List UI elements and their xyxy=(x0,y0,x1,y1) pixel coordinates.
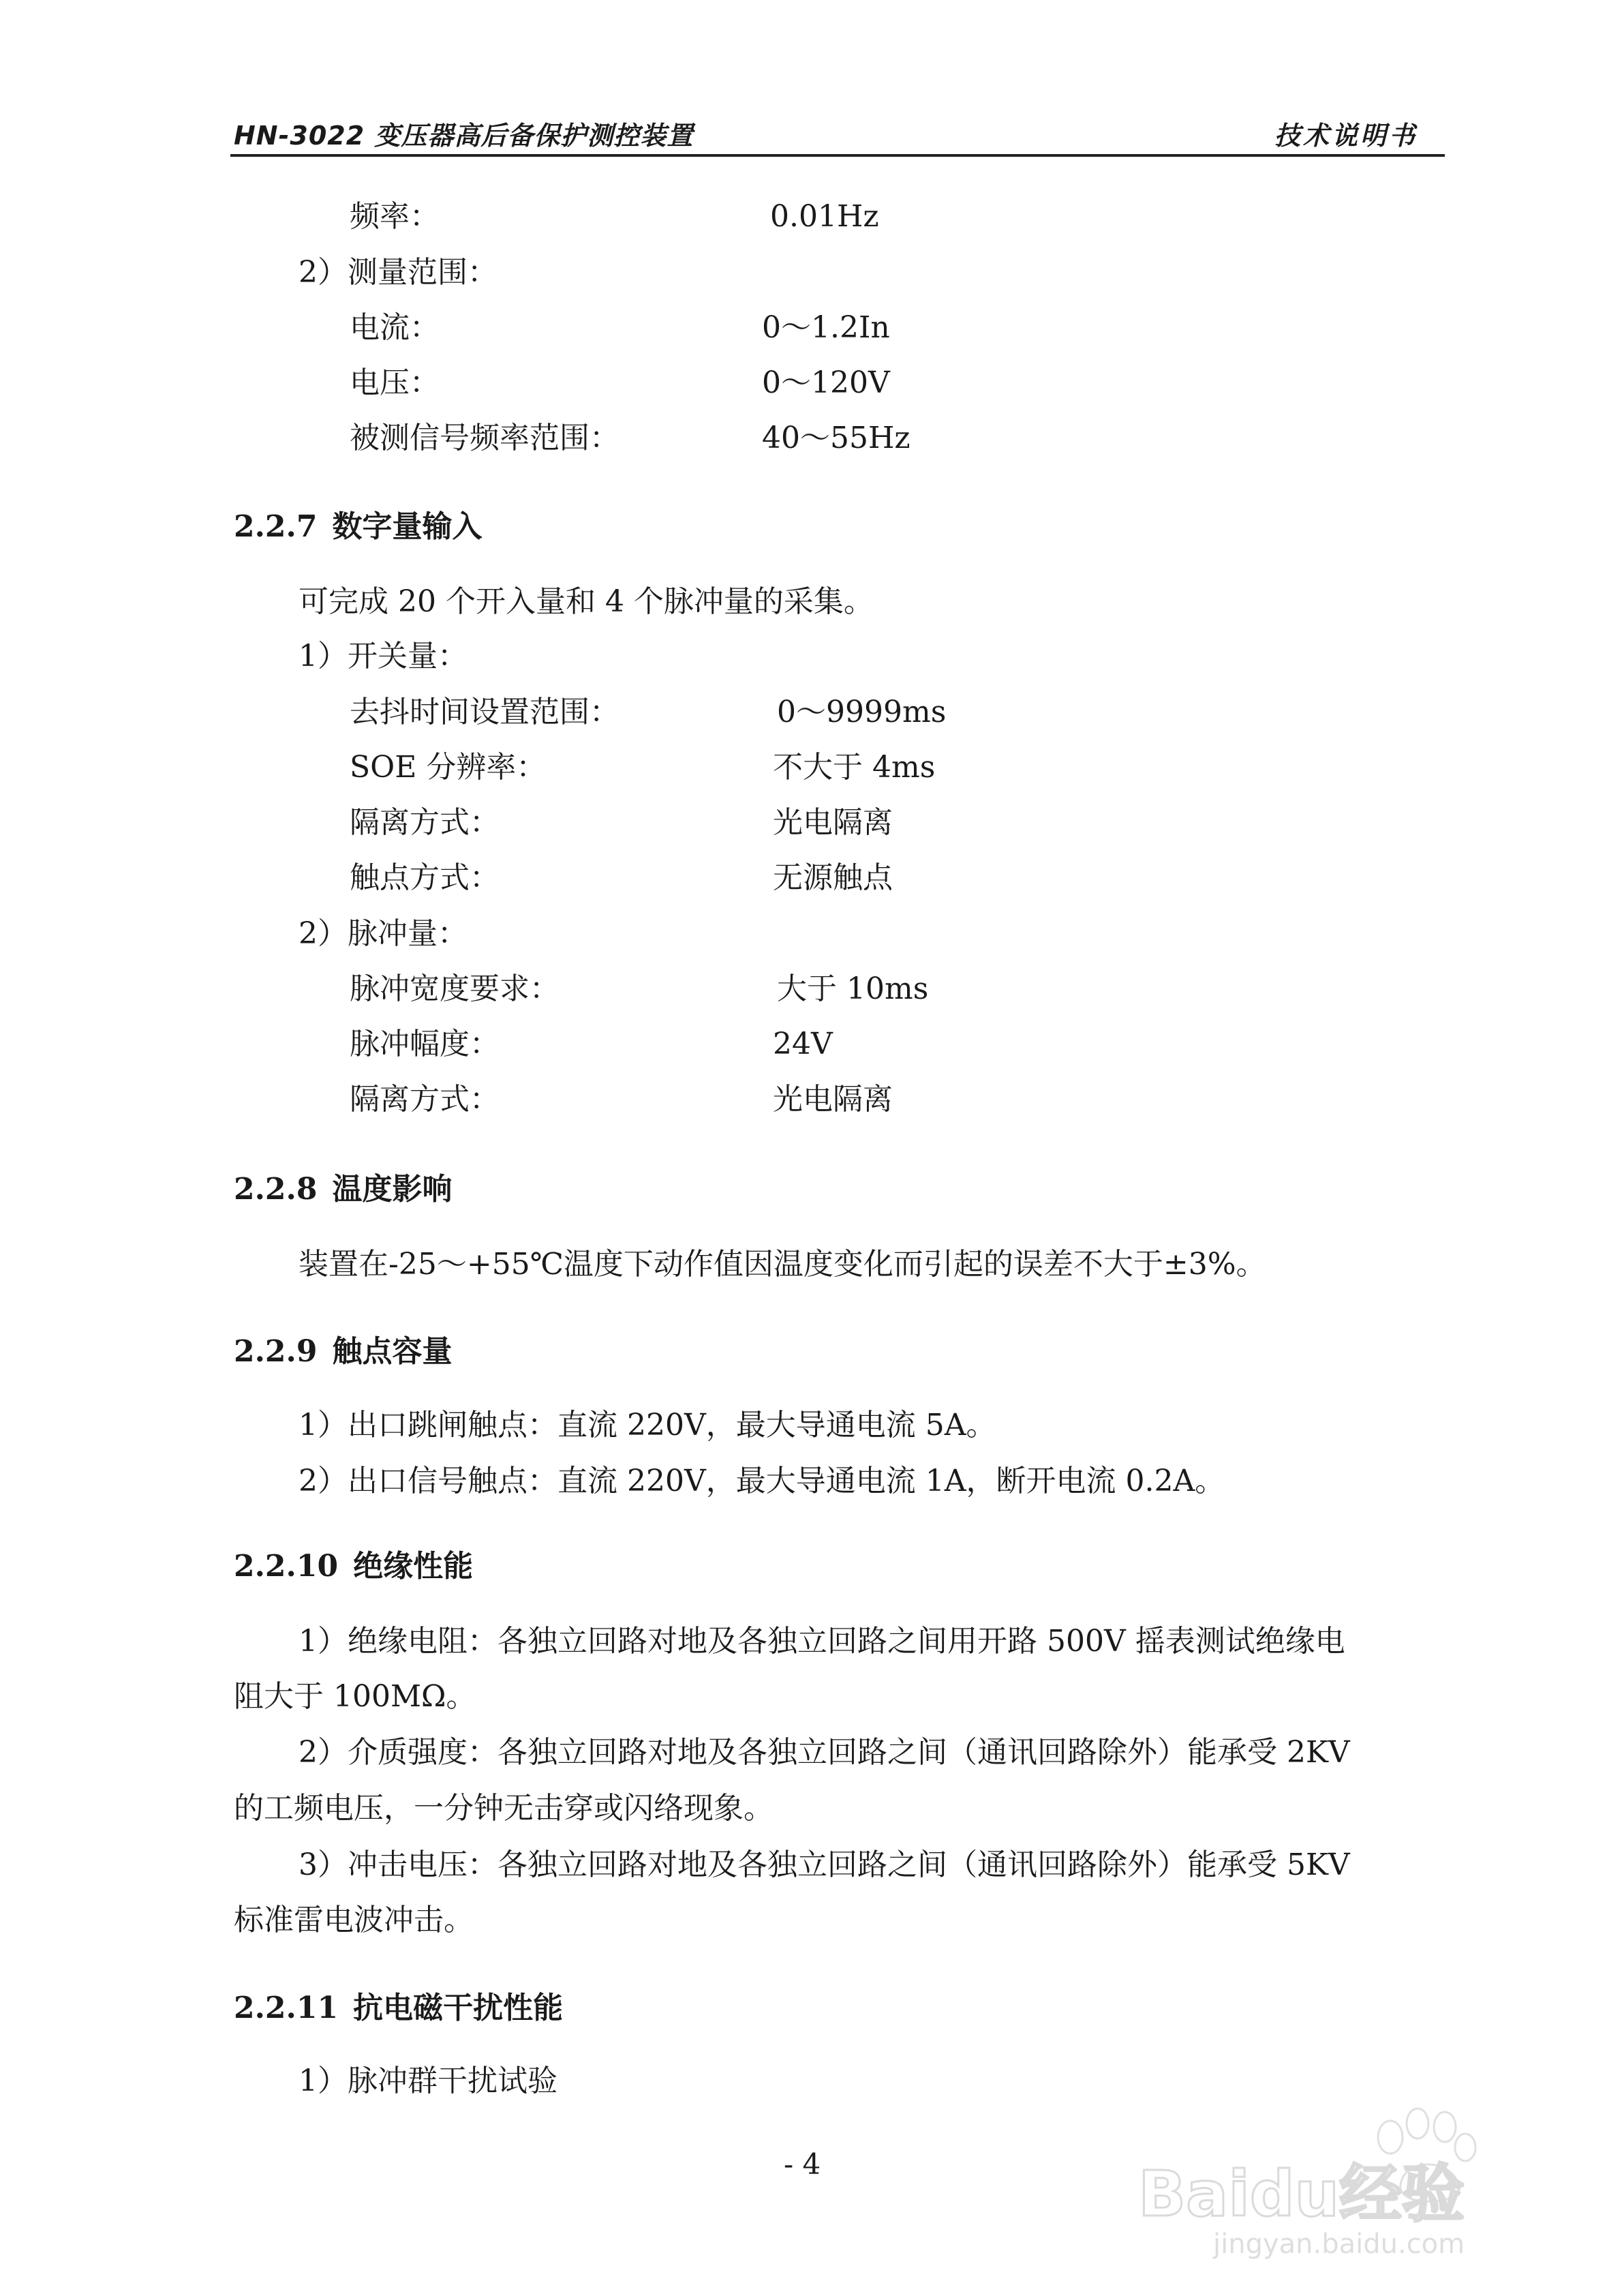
header-doc-type: 技术说明书 xyxy=(1274,121,1418,151)
spec-label: 脉冲幅度： xyxy=(350,1027,500,1061)
watermark-brand: Baidu经验 xyxy=(1138,2158,1465,2231)
section-number: 2.2.7 xyxy=(234,509,318,544)
list-item: 1）脉冲群干扰试验 xyxy=(299,2064,557,2098)
section-heading xyxy=(234,1333,452,1371)
spec-value: 0.01Hz xyxy=(770,199,879,234)
spec-value: 大于 10ms xyxy=(777,971,929,1006)
paragraph-line: 标准雷电波冲击。 xyxy=(234,1903,474,1937)
paragraph-line: 阻大于 100MΩ。 xyxy=(234,1679,476,1714)
header-rule xyxy=(230,154,1445,157)
section-title: 绝缘性能 xyxy=(353,1549,474,1584)
paragraph: 可完成 20 个开入量和 4 个脉冲量的采集。 xyxy=(299,584,874,619)
watermark-url: jingyan.baidu.com xyxy=(1213,2229,1465,2260)
section-title: 触点容量 xyxy=(332,1334,453,1369)
spec-value: 24V xyxy=(773,1027,833,1061)
list-item: 1）出口跳闸触点：直流 220V，最大导通电流 5A。 xyxy=(299,1408,996,1442)
paragraph: 装置在-25～+55℃温度下动作值因温度变化而引起的误差不大于±3%。 xyxy=(299,1247,1266,1282)
section-number: 2.2.8 xyxy=(234,1172,318,1207)
section-heading xyxy=(234,1989,563,2027)
subsection-title: 1）开关量： xyxy=(299,639,468,674)
spec-value: 0～9999ms xyxy=(777,695,947,729)
spec-label: 隔离方式： xyxy=(350,805,500,840)
section-title: 数字量输入 xyxy=(332,509,483,544)
section-number: 2.2.11 xyxy=(234,1991,339,2025)
header-title: HN-3022 变压器高后备保护测控装置 xyxy=(234,121,694,151)
spec-label: SOE 分辨率： xyxy=(350,750,547,785)
section-heading xyxy=(234,1547,473,1586)
spec-label: 被测信号频率范围： xyxy=(350,421,619,455)
spec-value: 光电隔离 xyxy=(773,805,893,840)
paragraph-line: 1）绝缘电阻：各独立回路对地及各独立回路之间用开路 500V 摇表测试绝缘电 xyxy=(299,1624,1345,1659)
subsection-title: 2）脉冲量： xyxy=(299,916,468,951)
baidu-watermark-logo xyxy=(1131,2089,1540,2260)
spec-value: 不大于 4ms xyxy=(773,750,936,785)
paragraph-line: 的工频电压，一分钟无击穿或闪络现象。 xyxy=(234,1791,774,1826)
spec-value: 40～55Hz xyxy=(762,421,911,455)
spec-label: 频率： xyxy=(350,199,440,234)
list-item: 2）出口信号触点：直流 220V，最大导通电流 1A，断开电流 0.2A。 xyxy=(299,1464,1225,1498)
section-number: 2.2.9 xyxy=(234,1334,318,1369)
spec-value: 0～120V xyxy=(762,365,890,400)
spec-label: 触点方式： xyxy=(350,860,500,895)
spec-label: 电流： xyxy=(350,310,440,345)
section-title: 抗电磁干扰性能 xyxy=(353,1991,564,2025)
section-heading xyxy=(234,508,482,546)
spec-label: 隔离方式： xyxy=(350,1082,500,1117)
section-number: 2.2.10 xyxy=(234,1549,339,1584)
paragraph-line: 3）冲击电压：各独立回路对地及各独立回路之间（通讯回路除外）能承受 5KV xyxy=(299,1847,1350,1882)
spec-label: 去抖时间设置范围： xyxy=(350,695,619,729)
spec-value: 光电隔离 xyxy=(773,1082,893,1117)
spec-label: 脉冲宽度要求： xyxy=(350,971,560,1006)
paragraph-line: 2）介质强度：各独立回路对地及各独立回路之间（通讯回路除外）能承受 2KV xyxy=(299,1735,1350,1770)
spec-label: 电压： xyxy=(350,365,440,400)
section-title: 温度影响 xyxy=(332,1172,453,1207)
measure-title: 2）测量范围： xyxy=(299,255,498,290)
spec-value: 无源触点 xyxy=(773,860,893,895)
page-number: - 4 xyxy=(784,2147,821,2181)
spec-value: 0～1.2In xyxy=(762,310,890,345)
section-heading xyxy=(234,1170,452,1209)
